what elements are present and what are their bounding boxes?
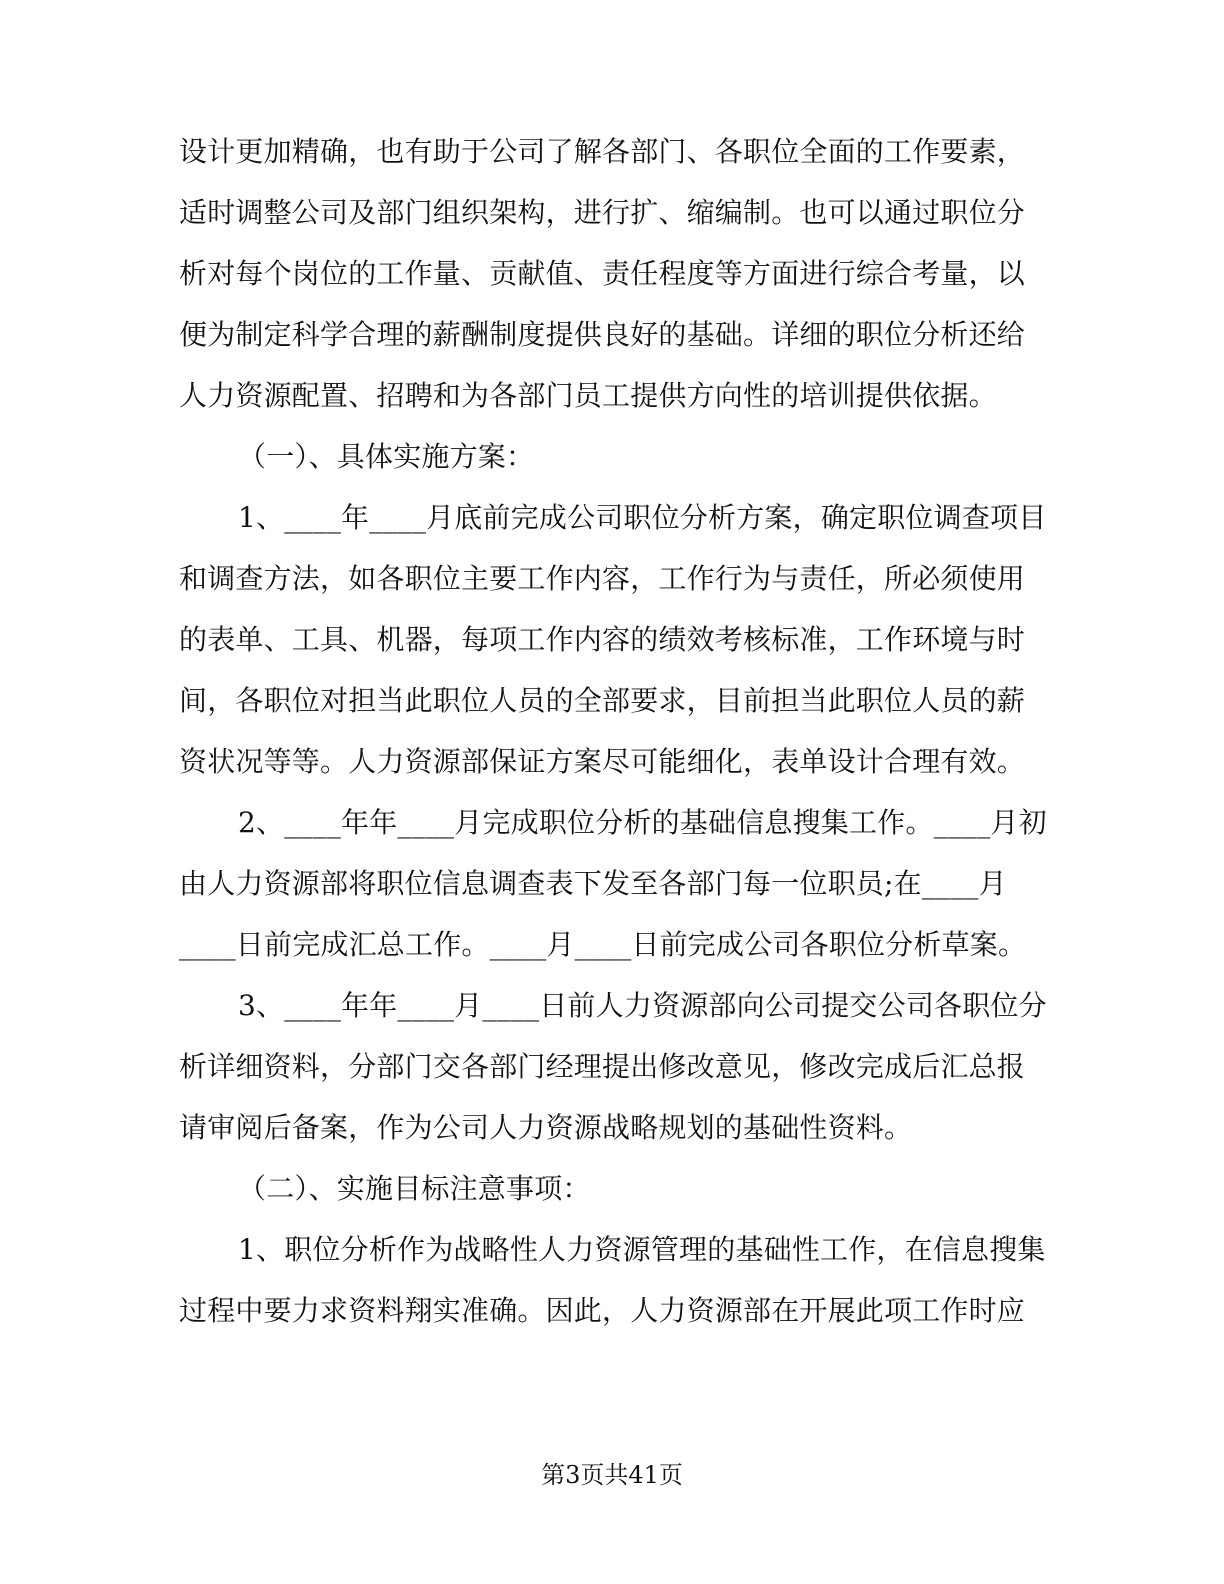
body-text-line: 人力资源配置、招聘和为各部门员工提供方向性的培训提供依据。 [179, 379, 997, 412]
section-heading-2: （二）、实施目标注意事项： [238, 1172, 591, 1205]
body-text-line: 过程中要力求资料翔实准确。因此，人力资源部在开展此项工作时应 [179, 1294, 1026, 1327]
body-text-line: 和调查方法，如各职位主要工作内容，工作行为与责任，所必须使用 [179, 562, 1026, 595]
section-heading-1: （一）、具体实施方案： [238, 440, 535, 473]
body-text-line: 析详细资料，分部门交各部门经理提出修改意见，修改完成后汇总报 [179, 1050, 1026, 1083]
body-text-line: 的表单、工具、机器，每项工作内容的绩效考核标准，工作环境与时 [179, 623, 1026, 656]
body-text-line: ____日前完成汇总工作。____月____日前完成公司各职位分析草案。 [179, 928, 1027, 961]
body-text-line: 资状况等等。人力资源部保证方案尽可能细化，表单设计合理有效。 [179, 745, 1026, 778]
body-text-line: 间，各职位对担当此职位人员的全部要求，目前担当此职位人员的薪 [179, 684, 1026, 717]
body-text-line: 请审阅后备案，作为公司人力资源战略规划的基础性资料。 [179, 1111, 913, 1144]
body-text-line: 设计更加精确，也有助于公司了解各部门、各职位全面的工作要素， [179, 135, 1026, 168]
body-text-line: 便为制定科学合理的薪酬制度提供良好的基础。详细的职位分析还给 [179, 318, 1026, 351]
body-text-line: 2、____年年____月完成职位分析的基础信息搜集工作。____月初 [238, 806, 1047, 839]
body-text-line: 3、____年年____月____日前人力资源部向公司提交公司各职位分 [238, 989, 1047, 1022]
page-number-footer: 第3页共41页 [541, 1461, 683, 1489]
body-text-line: 析对每个岗位的工作量、贡献值、责任程度等方面进行综合考量，以 [179, 257, 1026, 290]
body-text-line: 适时调整公司及部门组织架构，进行扩、缩编制。也可以通过职位分 [179, 196, 1026, 229]
body-text-line: 1、职位分析作为战略性人力资源管理的基础性工作，在信息搜集 [238, 1233, 1046, 1266]
body-text-line: 由人力资源部将职位信息调查表下发至各部门每一位职员;在____月 [179, 867, 1007, 900]
body-text-line: 1、____年____月底前完成公司职位分析方案，确定职位调查项目 [238, 501, 1047, 534]
